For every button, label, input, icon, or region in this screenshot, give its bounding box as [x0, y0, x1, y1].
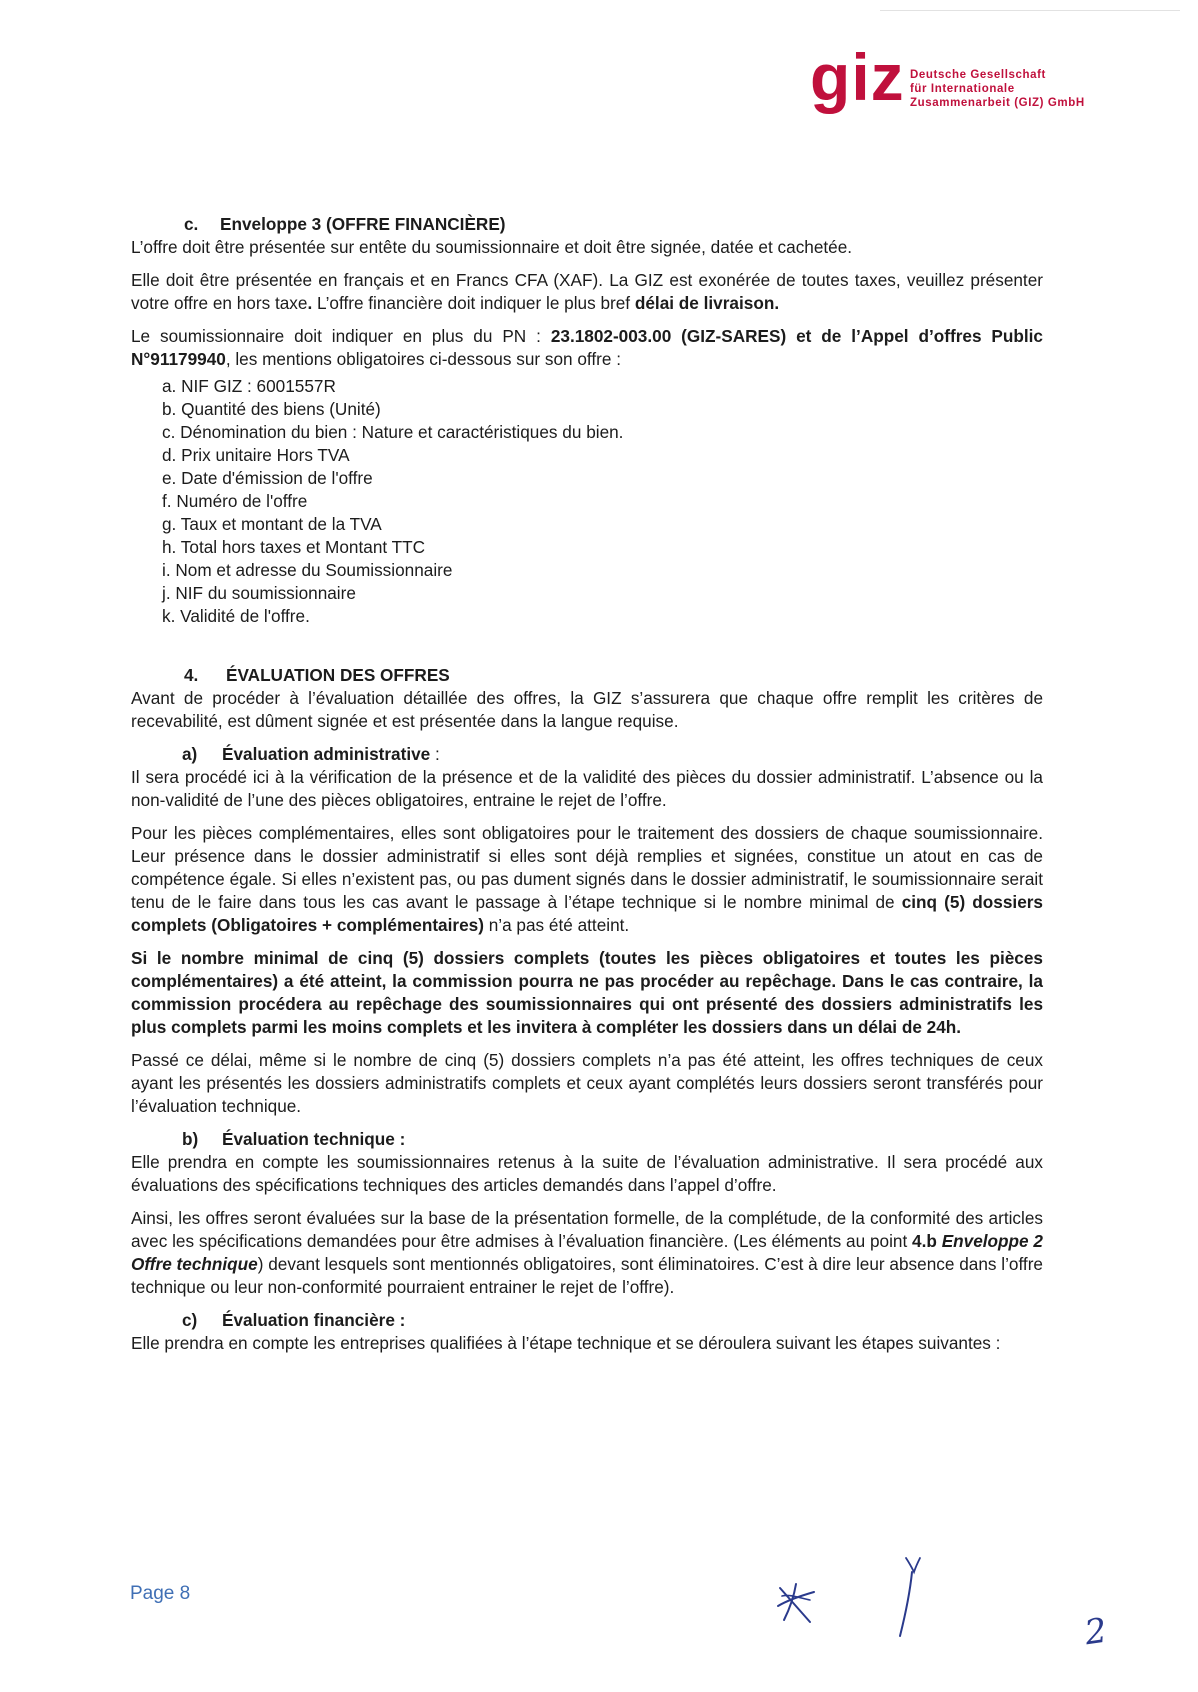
subsection-b-p2-ref: 4.b [912, 1231, 937, 1251]
subsection-a-p3: Si le nombre minimal de cinq (5) dossiers complets (toutes les pièces obligatoires et toutes les pièces complémentaires) a été atteint, la commission pourra ne pas procéder au repêchage. Dans le cas contraire, la commission procédera au repêchage des soumissionnaires qui ont présenté des dossiers administratifs les plus complets parmi les moins complets et les invitera à compléter les dossiers dans un délai de 24h. [131, 948, 1043, 1037]
delivery-delay-text: délai de livraison. [634, 293, 780, 313]
section-c-p1: L’offre doit être présentée sur entête du soumissionnaire et doit être signée, datée et cachetée. [131, 237, 853, 257]
section-4-number: 4. [184, 665, 199, 685]
handwritten-page-number: 2 [1082, 1610, 1110, 1654]
list-item: a. NIF GIZ : 6001557R [162, 376, 336, 396]
document-body [131, 213, 1043, 1365]
section-c-p2-text2: L’offre financière doit indiquer le plus bref [312, 293, 635, 313]
pn-reference: 23.1802-003.00 (GIZ-SARES) et de l’Appel d’offres Public N°91179940 [131, 326, 1043, 369]
list-item: e. Date d'émission de l'offre [162, 468, 373, 488]
subsection-b-p1: Elle prendra en compte les soumissionnaires retenus à la suite de l’évaluation administrative. Il sera procédé aux évaluations des spécifications techniques des articles demandés dans l’appel d’offre. [131, 1152, 1043, 1195]
subsection-a-label: a) [182, 744, 198, 764]
subsection-b-p2-text: Ainsi, les offres seront évaluées sur la base de la présentation formelle, de la complétude, de la conformité des articles avec les spécifications demandées pour être admises à l’évaluation financière. (Les éléments au point [131, 1208, 1043, 1251]
initials-signature-1 [770, 1570, 830, 1630]
giz-logo [810, 40, 1110, 132]
subsection-a-p2-bold: cinq (5) dossiers complets (Obligatoires + complémentaires) [131, 892, 1043, 935]
subsection-c-heading [131, 1309, 1043, 1332]
subsection-b-heading [131, 1128, 1043, 1151]
section-c-letter: c. [184, 214, 199, 234]
subsection-a-p2-text2: n’a pas été atteint. [483, 915, 630, 935]
section-c-p3 [131, 325, 1043, 371]
list-item: b. Quantité des biens (Unité) [162, 399, 381, 419]
section-c-p2 [131, 269, 1043, 315]
subsection-a-p2 [131, 822, 1043, 937]
mandatory-mentions-list [131, 375, 1043, 628]
page-number: Page 8 [130, 1583, 191, 1604]
subsection-a-p1: Il sera procédé ici à la vérification de la présence et de la validité des pièces du dossier administratif. L’absence ou la non-validité de l’une des pièces obligatoires, entraine le rejet de l’offre. [131, 767, 1043, 810]
subsection-c-p1: Elle prendra en compte les entreprises qualifiées à l’étape technique et se déroulera suivant les étapes suivantes : [131, 1333, 1001, 1353]
initials-signature-2 [890, 1552, 930, 1642]
subsection-c-label: c) [182, 1310, 198, 1330]
list-item: j. NIF du soumissionnaire [162, 583, 356, 603]
logo-text [910, 68, 1085, 110]
list-item: g. Taux et montant de la TVA [162, 514, 382, 534]
list-item: k. Validité de l'offre. [162, 606, 310, 626]
subsection-a-p4: Passé ce délai, même si le nombre de cinq (5) dossiers complets n’a pas été atteint, les offres techniques de ceux ayant les présentés les dossiers administratifs complets et ceux ayant complétés leurs dossiers seront transférés pour l’évaluation technique. [131, 1050, 1043, 1116]
section-c-p3-text2: , les mentions obligatoires ci-dessous sur son offre : [225, 349, 621, 369]
section-c-p2-dot: . [307, 293, 313, 313]
subsection-a-p2-text: Pour les pièces complémentaires, elles sont obligatoires pour le traitement des dossiers de chaque soumissionnaire. Leur présence dans le dossier administratif si elles sont déjà remplies et signées, constitue un atout en cas de compétence égale. Si elles n’existent pas, ou pas dument signés dans le dossier administratif, le soumissionnaire serait tenu de le faire dans tous les cas avant le passage à l’étape technique si le nombre minimal de [131, 823, 1043, 912]
subsection-c-title: Évaluation financière : [222, 1310, 406, 1330]
subsection-b-p2 [131, 1207, 1043, 1299]
subsection-a-heading [131, 743, 1043, 766]
list-item: c. Dénomination du bien : Nature et caractéristiques du bien. [162, 422, 624, 442]
subsection-a-title: Évaluation administrative [222, 744, 431, 764]
section-c-p3-text: Le soumissionnaire doit indiquer en plus du PN : [131, 326, 551, 346]
subsection-b-title: Évaluation technique : [222, 1129, 406, 1149]
list-item: f. Numéro de l'offre [162, 491, 308, 511]
subsection-b-p2-envelope: Enveloppe 2 Offre technique [131, 1231, 1043, 1274]
list-item: i. Nom et adresse du Soumissionnaire [162, 560, 453, 580]
list-item: h. Total hors taxes et Montant TTC [162, 537, 426, 557]
subsection-a-colon: : [430, 744, 440, 764]
logo-line-3: Zusammenarbeit (GIZ) GmbH [910, 97, 1085, 109]
subsection-b-p2-text2: ) devant lesquels sont mentionnés obligatoires, sont éliminatoires. C’est à dire leur absence dans l’offre technique ou leur non-conformité pourraient entrainer le rejet de l’offre). [131, 1254, 1043, 1297]
section-c-heading [131, 213, 1043, 236]
section-4-intro: Avant de procéder à l’évaluation détaillée des offres, la GIZ s’assurera que chaque offre remplit les critères de recevabilité, est dûment signée et est présentée dans la langue requise. [131, 688, 1043, 731]
section-c-p2-text: Elle doit être présentée en français et en Francs CFA (XAF). La GIZ est exonérée de toutes taxes, veuillez présenter votre offre en hors taxe [131, 270, 1043, 313]
logo-mark: giz [810, 40, 905, 114]
subsection-b-label: b) [182, 1129, 199, 1149]
top-rule [880, 10, 1180, 11]
logo-line-1: Deutsche Gesellschaft [910, 69, 1046, 81]
logo-line-2: für Internationale [910, 83, 1015, 95]
list-item: d. Prix unitaire Hors TVA [162, 445, 350, 465]
section-4-heading [131, 664, 1043, 687]
section-4-title: ÉVALUATION DES OFFRES [226, 665, 450, 685]
section-c-title: Enveloppe 3 (OFFRE FINANCIÈRE) [220, 214, 506, 234]
